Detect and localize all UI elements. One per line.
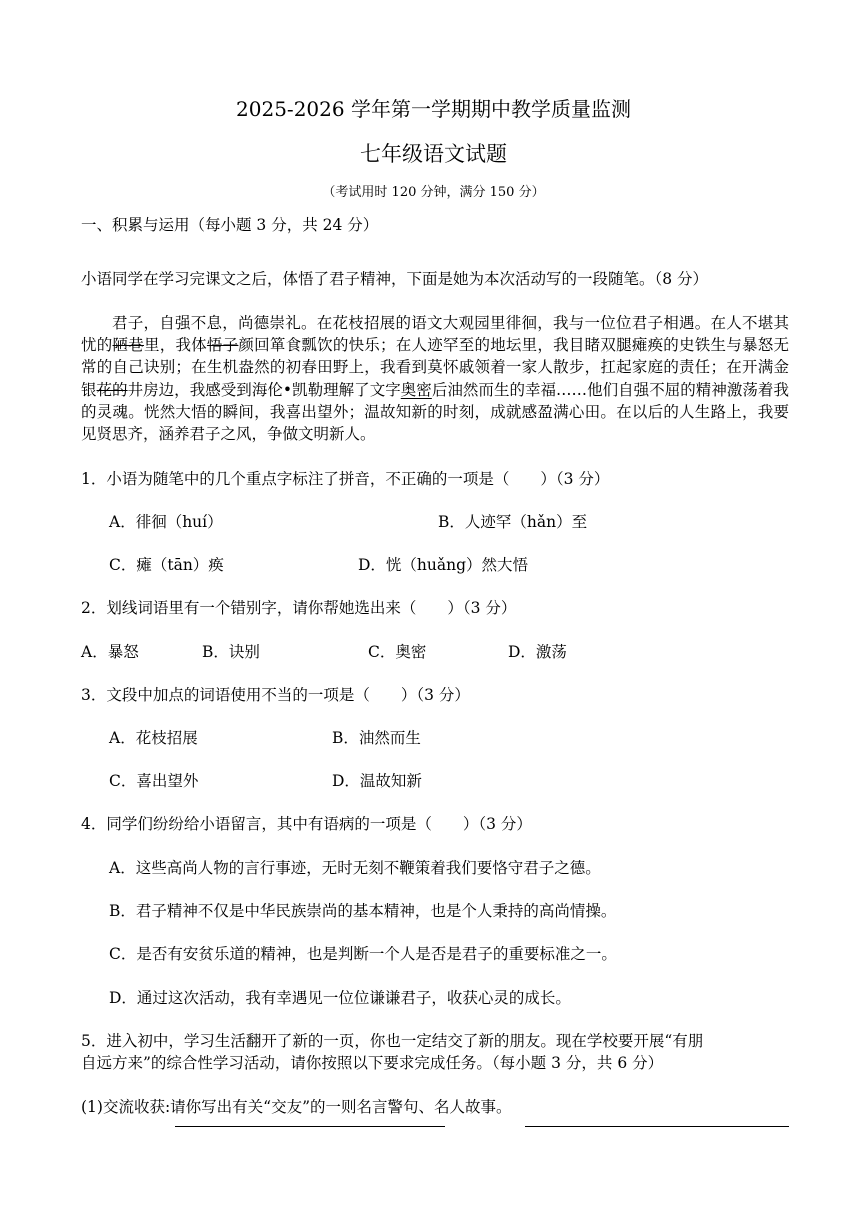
question-1-option-c[interactable]: C．瘫（tān）痪 [109, 556, 224, 574]
question-2-stem: 2．划线词语里有一个错别字，请你帮她选出来（ ）（3 分） [81, 599, 517, 617]
question-3-stem: 3．文段中加点的词语使用不当的一项是（ ）（3 分） [81, 686, 470, 704]
question-1-option-a[interactable]: A．徘徊（huí） [109, 513, 223, 531]
passage-intro: 小语同学在学习完课文之后，体悟了君子精神，下面是她为本次活动写的一段随笔。（8 分） [81, 270, 709, 288]
question-2-option-b[interactable]: B．诀别 [202, 643, 260, 661]
passage-text: 君子，自强不息，尚德崇礼。在花枝招展的语文大观园里徘徊，我与一位位君子相遇。在人不堪其忧的陋巷里，我体悟子颜回箪食瓢饮的快乐；在人迹罕至的地坛里，我目睹双腿瘫痪的史铁生与暴怒无常的自己诀别；在生机盎然的初春田野上，我看到莫怀戚领着一家人散步，扛起家庭的责任；在开满金银花的井房边，我感受到海伦•凯勒理解了文字奥密后油然而生的幸福……他们自强不屈的精神激荡着我的灵魂。恍然大悟的瞬间，我喜出望外；温故知新的时刻，成就感盈满心田。在以后的人生路上，我要见贤思齐，涵养君子之风，争做文明新人。 [81, 314, 789, 444]
question-4-option-c[interactable]: C．是否有安贫乐道的精神，也是判断一个人是否是君子的重要标准之一。 [109, 945, 617, 963]
question-4-stem: 4．同学们纷纷给小语留言，其中有语病的一项是（ ）（3 分） [81, 815, 532, 833]
answer-blank-1[interactable] [175, 1126, 445, 1127]
question-1-stem: 1．小语为随笔中的几个重点字标注了拼音，不正确的一项是（ ）（3 分） [81, 470, 610, 488]
question-3-option-b[interactable]: B．油然而生 [332, 729, 421, 747]
question-5-stem-line1: 5．进入初中，学习生活翻开了新的一页，你也一定结交了新的朋友。现在学校要开展“有朋 [81, 1032, 704, 1050]
question-3-option-d[interactable]: D．温故知新 [332, 772, 422, 790]
question-1-option-b[interactable]: B．人迹罕（hǎn）至 [438, 513, 588, 531]
question-4-option-b[interactable]: B．君子精神不仅是中华民族崇尚的基本精神，也是个人秉持的高尚情操。 [109, 902, 617, 920]
question-2-option-d[interactable]: D．激荡 [508, 643, 567, 661]
question-5-stem-line2: 自远方来”的综合性学习活动，请你按照以下要求完成任务。（每小题 3 分，共 6 分） [81, 1054, 664, 1072]
question-3-option-a[interactable]: A．花枝招展 [109, 729, 198, 747]
question-5-sub1: (1)交流收获:请你写出有关“交友”的一则名言警句、名人故事。 [81, 1098, 512, 1116]
question-1-option-d[interactable]: D．恍（huǎng）然大悟 [358, 556, 529, 574]
section-heading: 一、积累与运用（每小题 3 分，共 24 分） [81, 216, 379, 234]
question-2-option-a[interactable]: A．暴怒 [81, 643, 139, 661]
question-2-option-c[interactable]: C．奥密 [368, 643, 427, 661]
exam-note: （考试用时 120 分钟，满分 150 分） [322, 185, 545, 200]
question-4-option-d[interactable]: D．通过这次活动，我有幸遇见一位位谦谦君子，收获心灵的成长。 [109, 989, 571, 1007]
exam-title: 2025-2026 学年第一学期期中教学质量监测 [236, 97, 631, 121]
question-3-option-c[interactable]: C．喜出望外 [109, 772, 199, 790]
question-4-option-a[interactable]: A．这些高尚人物的言行事迹，无时无刻不鞭策着我们要恪守君子之德。 [109, 859, 601, 877]
answer-blank-2[interactable] [525, 1126, 789, 1127]
exam-subtitle: 七年级语文试题 [360, 142, 507, 166]
